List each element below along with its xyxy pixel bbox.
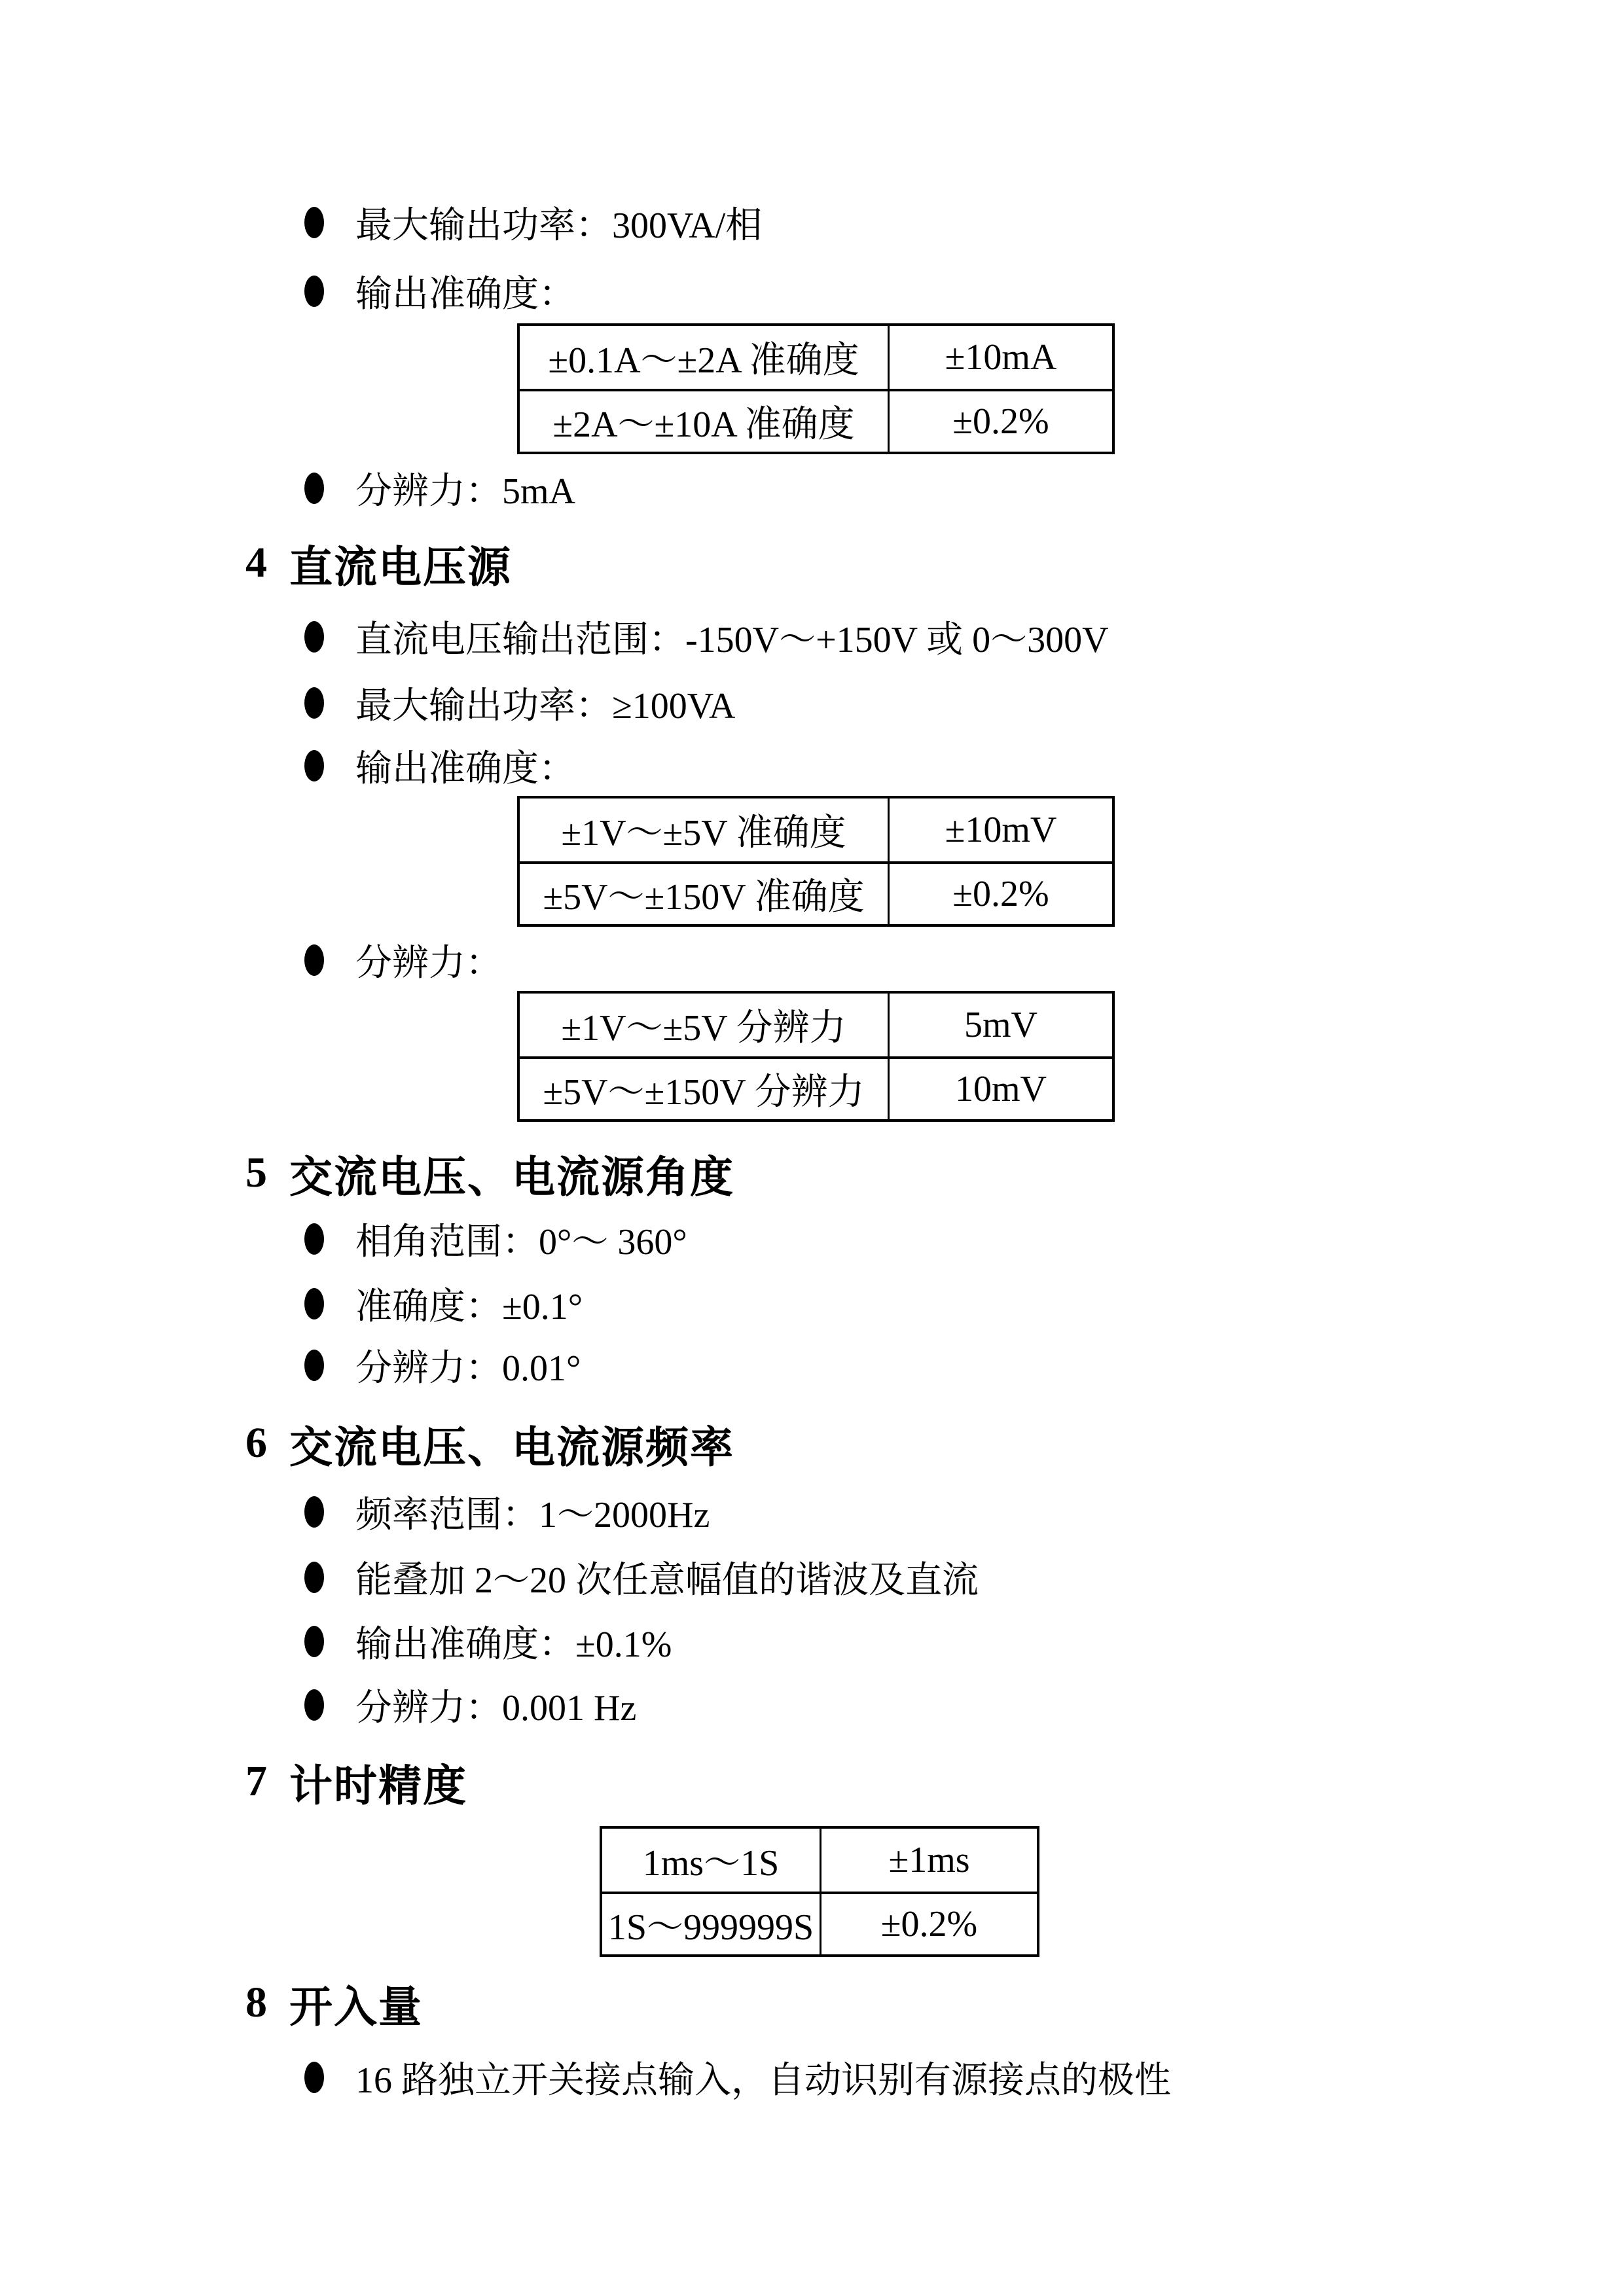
table-cell-value: ±0.2% xyxy=(820,1892,1037,1954)
bullet-icon xyxy=(304,750,324,781)
bullet-item-angle-resolution xyxy=(304,1333,581,1398)
dc-voltage-resolution-table xyxy=(517,991,1115,1122)
bullet-icon xyxy=(304,621,324,653)
bullet-text: 频率范围：1～2000Hz xyxy=(355,1495,710,1535)
section-title: 交流电压、电流源角度 xyxy=(289,1153,734,1202)
bullet-icon xyxy=(304,1626,324,1657)
ac-current-accuracy-table xyxy=(517,323,1115,454)
section-number: 4 xyxy=(245,539,267,586)
table-cell-range: ±2A～±10A 准确度 xyxy=(520,389,888,452)
section-title: 计时精度 xyxy=(289,1762,467,1810)
timing-accuracy-table xyxy=(600,1826,1039,1957)
bullet-text: 分辨力： xyxy=(355,943,502,984)
bullet-text: 输出准确度： xyxy=(355,749,575,789)
bullet-item-output-accuracy-label xyxy=(304,259,575,324)
dc-voltage-accuracy-table xyxy=(517,796,1115,927)
bullet-text: 准确度：±0.1° xyxy=(355,1287,583,1327)
section-number: 6 xyxy=(245,1419,267,1467)
bullet-text: 最大输出功率：≥100VA xyxy=(355,686,736,726)
bullet-text: 输出准确度： xyxy=(355,274,575,315)
bullet-icon xyxy=(304,207,324,238)
table-cell-value: ±10mA xyxy=(888,326,1112,389)
section-heading-timing-accuracy xyxy=(245,1749,467,1814)
bullet-text: 16 路独立开关接点输入，自动识别有源接点的极性 xyxy=(355,2060,1171,2101)
section-heading-ac-source-angle xyxy=(245,1140,734,1206)
section-number: 7 xyxy=(245,1757,267,1805)
bullet-text: 分辨力：5mA xyxy=(355,471,575,512)
bullet-text: 输出准确度：±0.1% xyxy=(355,1624,672,1665)
section-title: 直流电压源 xyxy=(289,543,512,592)
bullet-item-switch-inputs xyxy=(304,2045,1171,2110)
bullet-icon xyxy=(304,1288,324,1319)
section-heading-binary-inputs xyxy=(245,1970,423,2036)
bullet-item-frequency-range xyxy=(304,1479,710,1545)
bullet-text: 直流电压输出范围：-150V～+150V 或 0～300V xyxy=(355,620,1109,660)
bullet-icon xyxy=(304,1350,324,1381)
bullet-icon xyxy=(304,1223,324,1255)
bullet-text: 分辨力：0.001 Hz xyxy=(355,1688,637,1729)
bullet-icon xyxy=(304,2062,324,2093)
bullet-text: 最大输出功率：300VA/相 xyxy=(355,206,763,246)
table-cell-range: ±1V～±5V 分辨力 xyxy=(561,1008,846,1049)
bullet-item-harmonics xyxy=(304,1545,979,1610)
bullet-text: 能叠加 2～20 次任意幅值的谐波及直流 xyxy=(355,1560,979,1601)
table-cell-value: 10mV xyxy=(888,1056,1112,1119)
section-number: 8 xyxy=(245,1979,267,2026)
section-title: 开入量 xyxy=(289,1983,423,2032)
bullet-text: 分辨力：0.01° xyxy=(355,1348,581,1389)
bullet-icon xyxy=(304,944,324,976)
bullet-icon xyxy=(304,1496,324,1528)
bullet-icon xyxy=(304,1689,324,1721)
bullet-item-max-output-power xyxy=(304,190,762,255)
bullet-icon xyxy=(304,687,324,719)
bullet-item-angle-accuracy xyxy=(304,1271,583,1336)
bullet-item-output-accuracy-label xyxy=(304,733,575,798)
bullet-text: 相角范围：0°～ 360° xyxy=(355,1222,687,1263)
table-cell-range: ±1V～±5V 准确度 xyxy=(561,813,846,853)
section-title: 交流电压、电流源频率 xyxy=(289,1424,734,1472)
section-number: 5 xyxy=(245,1149,267,1196)
section-heading-dc-voltage-source xyxy=(245,530,512,596)
table-cell-value: ±0.2% xyxy=(888,861,1112,924)
table-cell-range: ±0.1A～±2A 准确度 xyxy=(548,340,859,381)
table-cell-value: ±0.2% xyxy=(888,389,1112,452)
bullet-icon xyxy=(304,473,324,504)
bullet-icon xyxy=(304,1562,324,1593)
table-cell-range: 1ms～1S xyxy=(642,1843,780,1884)
table-cell-value: ±1ms xyxy=(820,1829,1037,1892)
bullet-item-resolution xyxy=(304,456,575,521)
table-cell-range: 1S～999999S xyxy=(602,1892,820,1954)
bullet-item-resolution-label xyxy=(304,927,502,993)
table-cell-range: ±5V～±150V 准确度 xyxy=(520,861,888,924)
bullet-item-phase-range xyxy=(304,1206,687,1272)
bullet-icon xyxy=(304,276,324,307)
bullet-item-dc-output-range xyxy=(304,604,1109,670)
section-heading-ac-source-frequency xyxy=(245,1410,734,1476)
bullet-item-max-output-power xyxy=(304,670,735,736)
table-cell-value: 5mV xyxy=(888,994,1112,1056)
table-cell-range: ±5V～±150V 分辨力 xyxy=(520,1056,888,1119)
bullet-item-frequency-accuracy xyxy=(304,1609,672,1674)
bullet-item-frequency-resolution xyxy=(304,1672,636,1738)
table-cell-value: ±10mV xyxy=(888,798,1112,861)
